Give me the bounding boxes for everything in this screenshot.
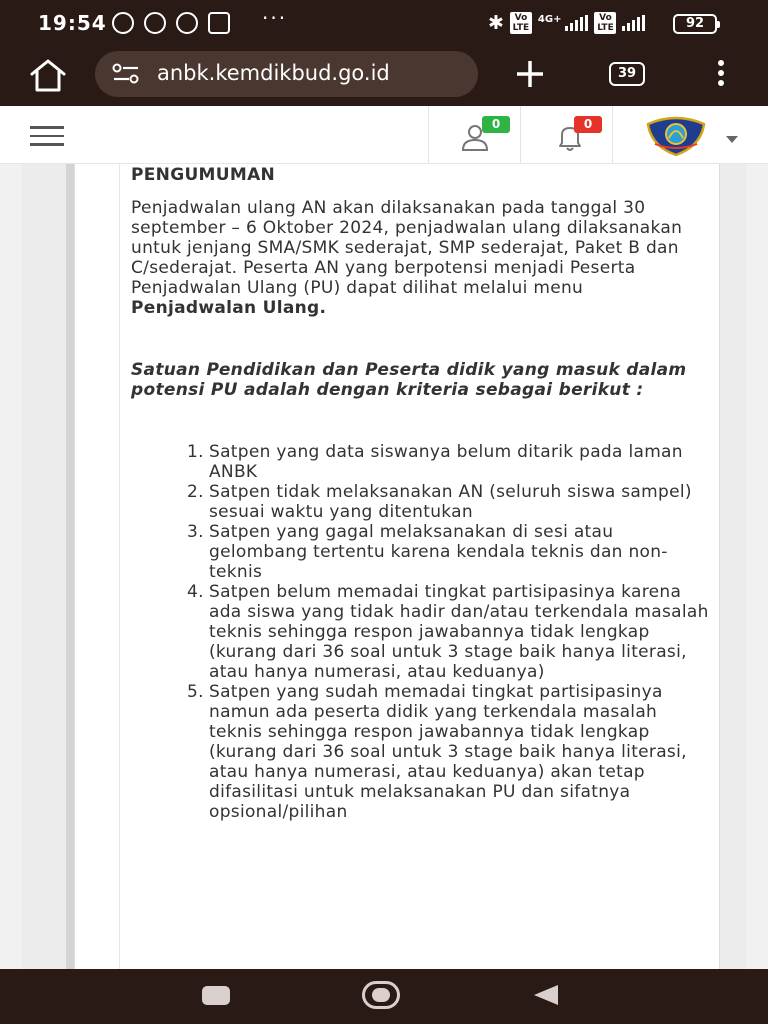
system-icons [488, 12, 645, 34]
announcement-body [131, 198, 711, 318]
tab-switcher-button[interactable]: 39 [609, 62, 645, 86]
header-divider [612, 106, 613, 164]
status-time: 19:54 [38, 11, 107, 35]
ministry-logo[interactable] [645, 114, 707, 156]
url-text: anbk.kemdikbud.go.id [157, 61, 390, 85]
hamburger-menu-icon[interactable] [30, 126, 64, 146]
network-type: 4G+ [537, 13, 562, 25]
card-shadow [66, 164, 74, 969]
criteria-heading: Satuan Pendidikan dan Peserta didik yang masuk dalam potensi PU adalah dengan kriteria sebagai berikut : [131, 360, 687, 400]
notification-count-badge: 0 [574, 116, 602, 133]
signal-icon-2 [622, 15, 645, 31]
card-inner-border [119, 164, 120, 969]
signal-icon [565, 15, 588, 31]
announcement-body-text: Penjadwalan ulang AN akan dilaksanakan pada tanggal 30 september – 6 Oktober 2024, penjadwalan ulang dilaksanakan untuk jenjang SMA/SMK sederajat, SMP sederajat, Paket B dan C/sederajat. Peserta AN yang berpotensi menjadi Peserta Penjadwalan Ulang (PU) dapat dilihat melalui menu [131, 198, 683, 298]
site-settings-icon[interactable] [111, 63, 141, 85]
volte-icon: Vo LTE [510, 12, 532, 34]
status-bar [0, 0, 768, 48]
announcement-text [131, 164, 711, 822]
penjadwalan-ulang-menu-link: Penjadwalan Ulang. [131, 298, 327, 318]
announcement-title: PENGUMUMAN [131, 165, 276, 185]
whatsapp-icon [176, 12, 198, 34]
criteria-list [131, 442, 711, 822]
home-icon[interactable] [28, 58, 68, 94]
chevron-down-icon[interactable] [726, 129, 738, 137]
announcement-card [74, 164, 720, 969]
home-button[interactable] [362, 981, 400, 1009]
criteria-item: 5. Satpen yang sudah memadai tingkat partisipasinya namun ada peserta didik yang terkendala masalah teknis sehingga respon jawabannya tidak lengkap (kurang dari 36 soal untuk 3 stage baik hanya literasi, atau hanya numerasi, atau keduanya) akan tetap difasilitasi untuk melaksanakan PU dan sifatnya opsional/pilihan [187, 682, 687, 822]
user-count-badge: 0 [482, 116, 510, 133]
plus-icon[interactable] [512, 56, 548, 92]
criteria-item: 4. Satpen belum memadai tingkat partisipasinya karena ada siswa yang tidak hadir dan/atau terkendala masalah teknis sehingga respon jawabannya tidak lengkap (kurang dari 36 soal untuk 3 stage baik hanya literasi, atau hanya numerasi, atau keduanya) [187, 582, 709, 682]
more-vert-icon[interactable] [714, 60, 728, 90]
recent-apps-button[interactable] [202, 986, 230, 1005]
address-bar[interactable] [95, 51, 478, 97]
header-divider [520, 106, 521, 164]
shopee-icon [208, 12, 230, 34]
page-content [0, 164, 768, 969]
browser-toolbar [0, 48, 768, 106]
criteria-item: 3. Satpen yang gagal melaksanakan di sesi atau gelombang tertentu karena kendala teknis dan non-teknis [187, 522, 668, 582]
alarm-icon [112, 12, 134, 34]
battery-indicator: 92 [673, 14, 717, 34]
system-nav-bar [0, 969, 768, 1024]
more-notifications-icon: ··· [262, 6, 288, 30]
mail-icon [144, 12, 166, 34]
notification-icons [112, 12, 230, 34]
back-button[interactable] [534, 985, 558, 1005]
volte-icon-2: Vo LTE [594, 12, 616, 34]
bluetooth-icon: ✱ [488, 12, 504, 34]
criteria-item: 2. Satpen tidak melaksanakan AN (seluruh siswa sampel) sesuai waktu yang ditentukan [187, 482, 692, 522]
criteria-item: 1. Satpen yang data siswanya belum ditarik pada laman ANBK [187, 442, 683, 482]
header-divider [428, 106, 429, 164]
